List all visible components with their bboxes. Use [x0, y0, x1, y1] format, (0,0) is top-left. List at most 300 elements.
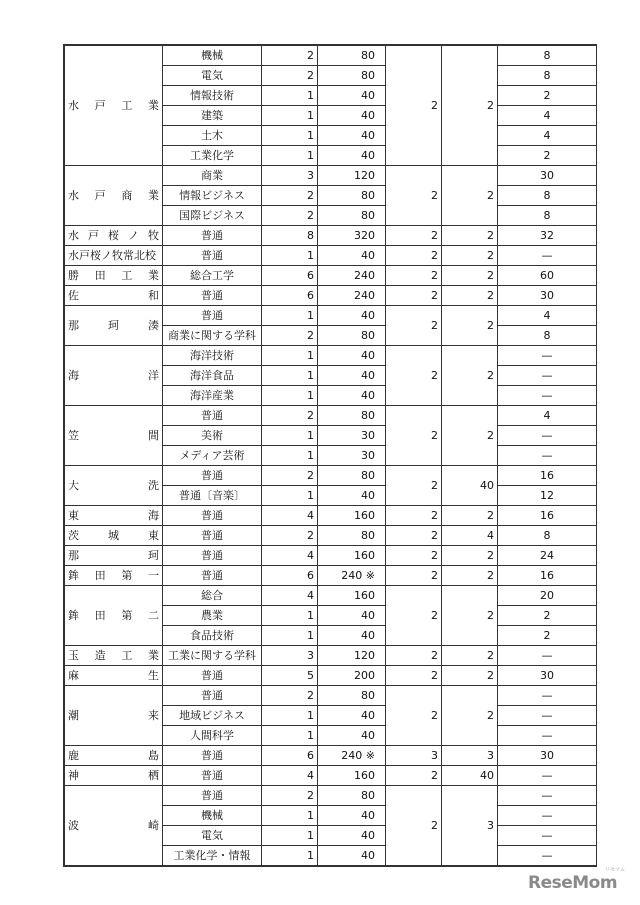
column7-cell: 30	[498, 166, 597, 186]
school-name-char: 生	[148, 669, 159, 682]
column7-cell: —	[498, 806, 597, 826]
department-cell: 地域ビジネス	[163, 706, 262, 726]
capacity-cell: 40	[318, 346, 386, 366]
admissions-table	[64, 45, 597, 866]
school-name	[68, 476, 159, 495]
column5-cell: 2	[386, 766, 442, 786]
school-name	[68, 286, 159, 305]
school-name-char: 栖	[148, 769, 159, 782]
department-cell: 工業化学	[163, 146, 262, 166]
column6-cell: 40	[442, 766, 498, 786]
capacity-cell: 80	[318, 326, 386, 346]
school-name-cell	[65, 666, 163, 686]
department-cell: 農業	[163, 606, 262, 626]
column6-cell: 2	[442, 226, 498, 246]
capacity-cell: 40	[318, 846, 386, 866]
column7-cell: 4	[498, 126, 597, 146]
classes-cell: 2	[262, 786, 318, 806]
school-name-char: 工	[121, 99, 133, 112]
department-cell: 普通	[163, 686, 262, 706]
column7-cell: 32	[498, 226, 597, 246]
classes-cell: 3	[262, 646, 318, 666]
department-cell: 普通	[163, 406, 262, 426]
school-name-char: 玉	[68, 649, 79, 662]
table-row	[65, 646, 597, 666]
school-name-char: 間	[148, 429, 159, 442]
table-row	[65, 406, 597, 426]
capacity-cell: 80	[318, 686, 386, 706]
column7-cell: —	[498, 846, 597, 866]
school-name	[68, 546, 159, 565]
school-name-cell	[65, 646, 163, 666]
capacity-cell: 40	[318, 826, 386, 846]
capacity-cell: 30	[318, 446, 386, 466]
classes-cell: 6	[262, 286, 318, 306]
school-name-char: 湊	[148, 319, 159, 332]
school-name-char: 水	[68, 229, 79, 242]
classes-cell: 6	[262, 746, 318, 766]
classes-cell: 1	[262, 486, 318, 506]
school-name-char: 戸	[88, 229, 99, 242]
school-name	[68, 266, 159, 285]
resemom-logo: ReseMom	[528, 873, 618, 893]
department-cell: 普通	[163, 246, 262, 266]
school-name-char: 業	[147, 189, 159, 202]
school-name-char: 洗	[148, 479, 159, 492]
column7-cell: 30	[498, 286, 597, 306]
classes-cell: 1	[262, 626, 318, 646]
classes-cell: 1	[262, 426, 318, 446]
column7-cell: —	[498, 346, 597, 366]
school-name-cell	[65, 226, 163, 246]
classes-cell: 1	[262, 106, 318, 126]
column7-cell: 4	[498, 406, 597, 426]
school-name-char: 田	[94, 569, 106, 582]
department-cell: 普通	[163, 666, 262, 686]
school-name-char: 水戸桜ノ牧常北校	[68, 249, 156, 262]
column7-cell: 8	[498, 46, 597, 66]
school-name	[68, 246, 159, 265]
classes-cell: 4	[262, 586, 318, 606]
classes-cell: 1	[262, 146, 318, 166]
column5-cell: 2	[386, 566, 442, 586]
capacity-cell: 80	[318, 406, 386, 426]
classes-cell: 2	[262, 186, 318, 206]
school-name-char: 桜	[108, 229, 119, 242]
column6-cell: 2	[442, 166, 498, 226]
classes-cell: 2	[262, 326, 318, 346]
capacity-cell: 40	[318, 126, 386, 146]
school-name-char: 勝	[68, 269, 79, 282]
school-name	[68, 666, 159, 685]
school-name-char: 鉾	[68, 609, 79, 622]
column6-cell: 40	[442, 466, 498, 506]
department-cell: 人間科学	[163, 726, 262, 746]
column6-cell: 4	[442, 526, 498, 546]
capacity-cell: 160	[318, 546, 386, 566]
capacity-cell: 80	[318, 46, 386, 66]
school-name	[68, 316, 159, 335]
school-name-char: 海	[68, 369, 79, 382]
column7-cell: —	[498, 366, 597, 386]
school-name-char: 造	[94, 649, 106, 662]
school-name-char: 第	[121, 569, 133, 582]
school-name-char: 水	[68, 99, 79, 112]
school-name-char: 崎	[148, 819, 159, 832]
classes-cell: 5	[262, 666, 318, 686]
department-cell: 普通	[163, 506, 262, 526]
classes-cell: 2	[262, 686, 318, 706]
capacity-cell: 30	[318, 426, 386, 446]
table-row	[65, 226, 597, 246]
school-name-char: 那	[68, 319, 79, 332]
column5-cell: 2	[386, 686, 442, 746]
classes-cell: 4	[262, 766, 318, 786]
column6-cell: 2	[442, 306, 498, 346]
department-cell: 工業に関する学科	[163, 646, 262, 666]
department-cell: 海洋技術	[163, 346, 262, 366]
department-cell: 普通	[163, 786, 262, 806]
school-name-char: 麻	[68, 669, 79, 682]
department-cell: 建築	[163, 106, 262, 126]
classes-cell: 4	[262, 506, 318, 526]
school-name-char: 工	[121, 649, 133, 662]
school-name	[68, 366, 159, 385]
classes-cell: 1	[262, 366, 318, 386]
school-name-char: 水	[68, 189, 79, 202]
classes-cell: 2	[262, 206, 318, 226]
classes-cell: 1	[262, 246, 318, 266]
capacity-cell: 200	[318, 666, 386, 686]
department-cell: 総合工学	[163, 266, 262, 286]
table-row	[65, 746, 597, 766]
column6-cell: 2	[442, 286, 498, 306]
column7-cell: 20	[498, 586, 597, 606]
school-name-char: 業	[147, 269, 159, 282]
department-cell: 食品技術	[163, 626, 262, 646]
school-name-char: 城	[108, 529, 119, 542]
capacity-cell: 240	[318, 286, 386, 306]
capacity-cell: 40	[318, 106, 386, 126]
capacity-cell: 40	[318, 246, 386, 266]
school-name-char: 佐	[68, 289, 79, 302]
column7-cell: 16	[498, 466, 597, 486]
capacity-cell: 40	[318, 366, 386, 386]
column5-cell: 2	[386, 586, 442, 646]
capacity-cell: 40	[318, 86, 386, 106]
column7-cell: 4	[498, 106, 597, 126]
capacity-cell: 80	[318, 206, 386, 226]
school-name-char: ノ	[128, 229, 139, 242]
resemom-logo-sub: リセマム	[605, 867, 625, 873]
capacity-cell: 240	[318, 266, 386, 286]
column7-cell: 2	[498, 86, 597, 106]
capacity-cell: 80	[318, 526, 386, 546]
department-cell: メディア芸術	[163, 446, 262, 466]
school-name-char: 商	[121, 189, 133, 202]
column7-cell: 8	[498, 206, 597, 226]
school-name	[68, 96, 159, 115]
classes-cell: 2	[262, 466, 318, 486]
department-cell: 美術	[163, 426, 262, 446]
department-cell: 電気	[163, 826, 262, 846]
classes-cell: 6	[262, 266, 318, 286]
department-cell: 機械	[163, 806, 262, 826]
school-name-cell	[65, 466, 163, 506]
column6-cell: 2	[442, 406, 498, 466]
table-row	[65, 166, 597, 186]
column5-cell: 2	[386, 546, 442, 566]
department-cell: 国際ビジネス	[163, 206, 262, 226]
capacity-cell: 320	[318, 226, 386, 246]
school-name	[68, 506, 159, 525]
column6-cell: 2	[442, 586, 498, 646]
column7-cell: 8	[498, 526, 597, 546]
column7-cell: —	[498, 426, 597, 446]
column7-cell: 8	[498, 326, 597, 346]
table-row	[65, 666, 597, 686]
table-row	[65, 586, 597, 606]
school-name-cell	[65, 46, 163, 166]
school-name-cell	[65, 166, 163, 226]
school-name	[68, 766, 159, 785]
column5-cell: 2	[386, 666, 442, 686]
column7-cell: —	[498, 646, 597, 666]
department-cell: 電気	[163, 66, 262, 86]
classes-cell: 1	[262, 606, 318, 626]
school-name-char: 茨	[68, 529, 79, 542]
school-name-cell	[65, 586, 163, 646]
column7-cell: —	[498, 386, 597, 406]
school-name-char: 笠	[68, 429, 79, 442]
capacity-cell: 120	[318, 646, 386, 666]
school-name-cell	[65, 346, 163, 406]
column5-cell: 3	[386, 746, 442, 766]
department-cell: 商業	[163, 166, 262, 186]
classes-cell: 1	[262, 306, 318, 326]
column7-cell: —	[498, 786, 597, 806]
column7-cell: —	[498, 686, 597, 706]
classes-cell: 1	[262, 846, 318, 866]
capacity-cell: 80	[318, 66, 386, 86]
classes-cell: 1	[262, 126, 318, 146]
capacity-cell: 160	[318, 766, 386, 786]
classes-cell: 4	[262, 546, 318, 566]
department-cell: 普通	[163, 306, 262, 326]
department-cell: 普通	[163, 226, 262, 246]
column7-cell: 4	[498, 306, 597, 326]
column7-cell: —	[498, 766, 597, 786]
school-name-char: 田	[94, 609, 106, 622]
column7-cell: 2	[498, 606, 597, 626]
department-cell: 普通	[163, 526, 262, 546]
column7-cell: 60	[498, 266, 597, 286]
school-name-char: 二	[147, 609, 159, 622]
school-name-char: 神	[68, 769, 79, 782]
column7-cell: 16	[498, 506, 597, 526]
column5-cell: 2	[386, 306, 442, 346]
school-name-char: 珂	[148, 549, 159, 562]
school-name-char: 海	[148, 509, 159, 522]
school-name-char: 洋	[148, 369, 159, 382]
table-row	[65, 346, 597, 366]
classes-cell: 8	[262, 226, 318, 246]
column7-cell: —	[498, 726, 597, 746]
column6-cell: 3	[442, 786, 498, 866]
column7-cell: 12	[498, 486, 597, 506]
table-row	[65, 466, 597, 486]
classes-cell: 2	[262, 66, 318, 86]
capacity-cell: 160	[318, 586, 386, 606]
column6-cell: 2	[442, 546, 498, 566]
column7-cell: 16	[498, 566, 597, 586]
school-name	[68, 606, 159, 625]
department-cell: 普通〔音楽〕	[163, 486, 262, 506]
school-name-cell	[65, 786, 163, 866]
school-name-cell	[65, 406, 163, 466]
classes-cell: 1	[262, 806, 318, 826]
school-name	[68, 186, 159, 205]
school-name-char: 業	[147, 99, 159, 112]
column5-cell: 2	[386, 286, 442, 306]
school-name-char: 潮	[68, 709, 79, 722]
column5-cell: 2	[386, 526, 442, 546]
column5-cell: 2	[386, 46, 442, 166]
school-name-cell	[65, 546, 163, 566]
department-cell: 海洋産業	[163, 386, 262, 406]
column7-cell: 8	[498, 186, 597, 206]
department-cell: 普通	[163, 466, 262, 486]
table-body	[65, 46, 597, 866]
school-name-char: 波	[68, 819, 79, 832]
capacity-cell: 120	[318, 166, 386, 186]
column7-cell: 30	[498, 666, 597, 686]
column5-cell: 2	[386, 466, 442, 506]
school-name-char: 島	[148, 749, 159, 762]
table-row	[65, 566, 597, 586]
classes-cell: 3	[262, 166, 318, 186]
classes-cell: 1	[262, 386, 318, 406]
school-name-cell	[65, 686, 163, 746]
classes-cell: 1	[262, 86, 318, 106]
column5-cell: 2	[386, 246, 442, 266]
school-name-cell	[65, 506, 163, 526]
capacity-cell: 80	[318, 466, 386, 486]
school-name-char: 戸	[94, 189, 106, 202]
table-row	[65, 46, 597, 66]
column7-cell: —	[498, 446, 597, 466]
classes-cell: 1	[262, 726, 318, 746]
school-name	[68, 646, 159, 665]
column6-cell: 2	[442, 566, 498, 586]
department-cell: 情報技術	[163, 86, 262, 106]
table-row	[65, 286, 597, 306]
column7-cell: 2	[498, 626, 597, 646]
column6-cell: 2	[442, 686, 498, 746]
department-cell: 土木	[163, 126, 262, 146]
classes-cell: 1	[262, 706, 318, 726]
school-name-cell	[65, 266, 163, 286]
school-name-char: 業	[147, 649, 159, 662]
department-cell: 海洋食品	[163, 366, 262, 386]
column7-cell: —	[498, 706, 597, 726]
school-name	[68, 426, 159, 445]
column6-cell: 2	[442, 346, 498, 406]
school-name-char: 珂	[108, 319, 119, 332]
department-cell: 総合	[163, 586, 262, 606]
school-name-char: 来	[148, 709, 159, 722]
column5-cell: 2	[386, 266, 442, 286]
column5-cell: 2	[386, 166, 442, 226]
column6-cell: 2	[442, 46, 498, 166]
department-cell: 商業に関する学科	[163, 326, 262, 346]
school-name-char: 東	[148, 529, 159, 542]
classes-cell: 6	[262, 566, 318, 586]
school-name	[68, 816, 159, 835]
department-cell: 普通	[163, 566, 262, 586]
capacity-cell: 40	[318, 306, 386, 326]
column5-cell: 2	[386, 646, 442, 666]
department-cell: 機械	[163, 46, 262, 66]
table-row	[65, 266, 597, 286]
school-name-char: 牧	[148, 229, 159, 242]
school-name-cell	[65, 246, 163, 266]
column5-cell: 2	[386, 226, 442, 246]
capacity-cell: 160	[318, 506, 386, 526]
column6-cell: 2	[442, 246, 498, 266]
school-name	[68, 566, 159, 585]
column7-cell: 24	[498, 546, 597, 566]
school-name	[68, 526, 159, 545]
school-name-char: 那	[68, 549, 79, 562]
department-cell: 情報ビジネス	[163, 186, 262, 206]
capacity-cell: 240 ※	[318, 566, 386, 586]
capacity-cell: 40	[318, 626, 386, 646]
school-name-cell	[65, 526, 163, 546]
table-row	[65, 786, 597, 806]
department-cell: 普通	[163, 766, 262, 786]
school-name-char: 一	[147, 569, 159, 582]
table-row	[65, 686, 597, 706]
column7-cell: —	[498, 246, 597, 266]
column7-cell: 2	[498, 146, 597, 166]
classes-cell: 1	[262, 826, 318, 846]
school-name-char: 鉾	[68, 569, 79, 582]
school-name-cell	[65, 306, 163, 346]
capacity-cell: 40	[318, 606, 386, 626]
table-row	[65, 306, 597, 326]
school-name-cell	[65, 766, 163, 786]
column7-cell: —	[498, 826, 597, 846]
capacity-cell: 240 ※	[318, 746, 386, 766]
school-name-char: 田	[94, 269, 106, 282]
school-name-cell	[65, 286, 163, 306]
school-name-char: 鹿	[68, 749, 79, 762]
department-cell: 普通	[163, 286, 262, 306]
capacity-cell: 40	[318, 386, 386, 406]
capacity-cell: 40	[318, 726, 386, 746]
table-row	[65, 546, 597, 566]
capacity-cell: 80	[318, 786, 386, 806]
column5-cell: 2	[386, 506, 442, 526]
classes-cell: 1	[262, 346, 318, 366]
column6-cell: 3	[442, 746, 498, 766]
capacity-cell: 80	[318, 186, 386, 206]
department-cell: 普通	[163, 746, 262, 766]
column7-cell: 8	[498, 66, 597, 86]
school-name-char: 和	[148, 289, 159, 302]
table-row	[65, 246, 597, 266]
